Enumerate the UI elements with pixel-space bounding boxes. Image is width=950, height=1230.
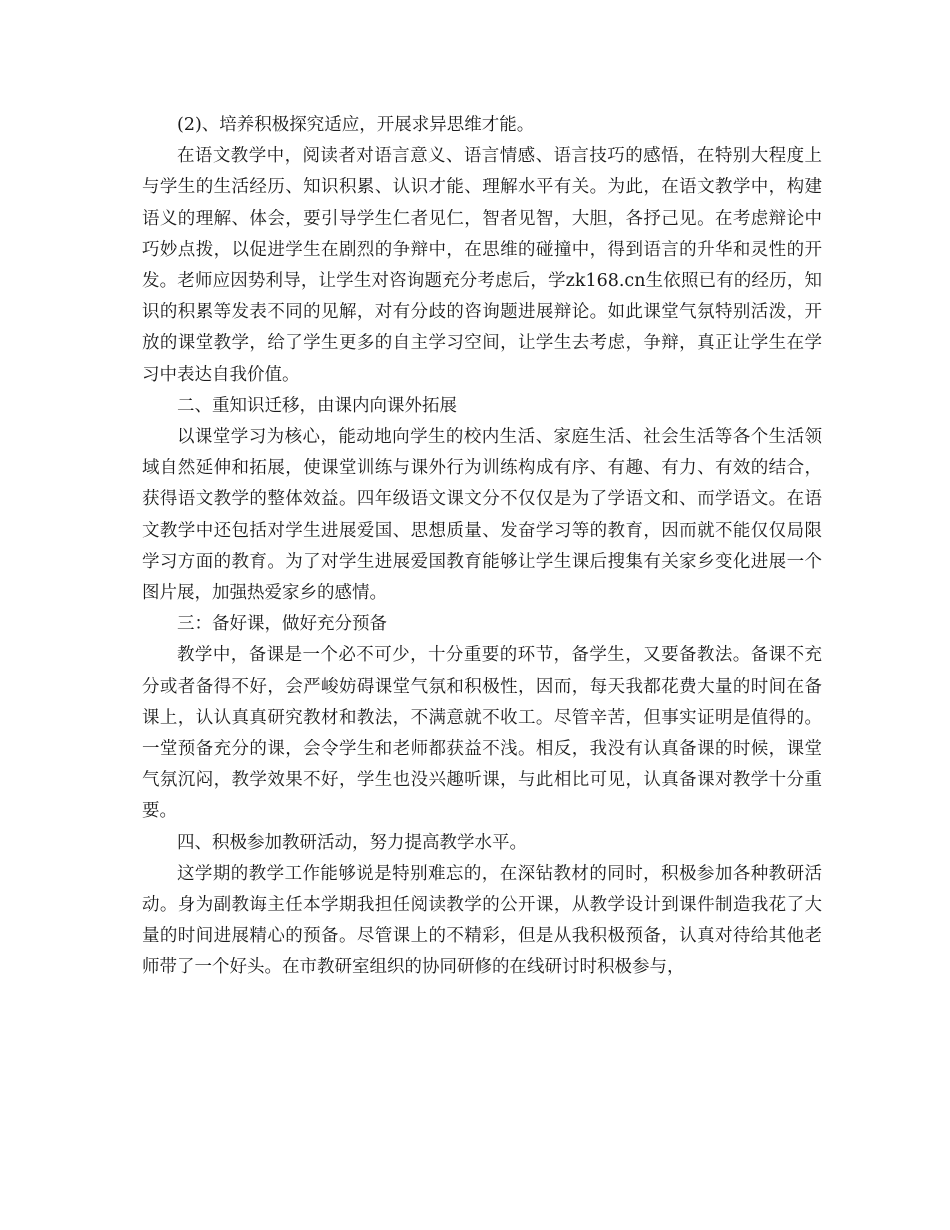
paragraph-reading-perception: 在语文教学中，阅读者对语言意义、语言情感、语言技巧的感悟，在特别大程度上与学生的生活经历、知识积累、认识才能、理解水平有关。为此，在语文教学中，构建语义的理解、体会，要引导学生仁者见仁，智者见智，大胆，各抒己见。在考虑辩论中巧妙点拨，以促进学生在剧烈的争辩中，在思维的碰撞中，得到语言的升华和灵性的开发。老师应因势利导，让学生对咨询题充分考虑后，学zk168.cn生依照已有的经历，知识的积累等发表不同的见解，对有分歧的咨询题进展辩论。如此课堂气氛特别活泼，开放的课堂教学，给了学生更多的自主学习空间，让学生去考虑，争辩，真正让学生在学习中表达自我价值。 — [142, 146, 822, 385]
paragraph-lesson-preparation: 教学中，备课是一个必不可少，十分重要的环节，备学生，又要备教法。备课不充分或者备得不好，会严峻妨碍课堂气氛和积极性，因而，每天我都花费大量的时间在备课上，认认真真研究教材和教法，不满意就不收工。尽管辛苦，但事实证明是值得的。一堂预备充分的课，会令学生和老师都获益不浅。相反，我没有认真备课的时候，课堂气氛沉闷，教学效果不好，学生也没兴趣听课，与此相比可见，认真备课对教学十分重要。 — [142, 645, 822, 822]
section-heading-lesson-preparation: 三：备好课，做好充分预备 — [177, 614, 387, 635]
paragraph-teaching-research: 这学期的教学工作能够说是特别难忘的，在深钻教材的同时，积极参加各种教研活动。身为副教诲主任本学期我担任阅读教学的公开课，从教学设计到课件制造我花了大量的时间进展精心的预备。尽管课上的不精彩，但是从我积极预备，认真对待给其他老师带了一个好头。在市教研室组织的协同研修的在线研讨时积极参与， — [142, 863, 822, 978]
section-heading-knowledge-transfer: 二、重知识迁移，由课内向课外拓展 — [177, 395, 457, 416]
section-heading-2-cultivate-inquiry: (2)、培养积极探究适应，开展求异思维才能。 — [177, 115, 535, 135]
paragraph-classroom-extension: 以课堂学习为核心，能动地向学生的校内生活、家庭生活、社会生活等各个生活领域自然延伸和拓展，使课堂训练与课外行为训练构成有序、有趣、有力、有效的结合，获得语文教学的整体效益。四年级语文课文分不仅仅是为了学语文和、而学语文。在语文教学中还包括对学生进展爱国、思想质量、发奋学习等的教育，因而就不能仅仅局限学习方面的教育。为了对学生进展爱国教育能够让学生课后搜集有关家乡变化进展一个图片展，加强热爱家乡的感情。 — [142, 427, 822, 604]
section-heading-teaching-research: 四、积极参加教研活动，努力提高教学水平。 — [177, 832, 527, 853]
document-page — [142, 110, 822, 984]
